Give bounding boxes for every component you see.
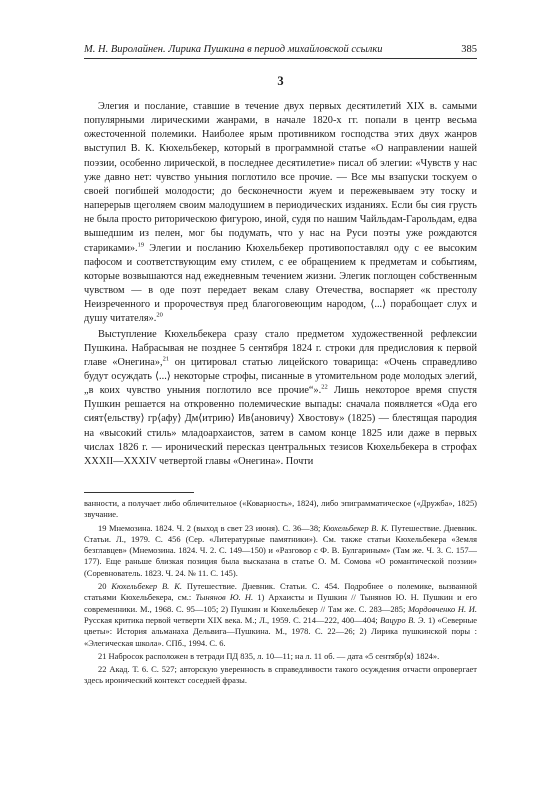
footnotes xyxy=(84,498,477,687)
section-number: 3 xyxy=(277,74,284,88)
running-title: М. Н. Виролайнен. Лирика Пушкина в период михайловской ссылки xyxy=(84,44,383,55)
footnote-ref-20[interactable]: 20 xyxy=(156,311,163,319)
footnote-ref-21[interactable]: 21 xyxy=(162,355,170,363)
footnote-ref-19[interactable]: 19 xyxy=(137,241,145,249)
footnote-22: 22 Акад. Т. 6. С. 527; авторскую уверенность в справедливости такого осуждения отчасти опровергает здесь иронический контекст соседней фразы. xyxy=(84,664,477,686)
paragraph-1: Элегия и послание, ставшие в течение двух первых десятилетий XIX в. самыми популярными лирическими жанрами, в начале 1820-х гг. попали в центр весьма ожесточенной полемики. Наиболее ярым противником господства этих двух жанров выступил В. К. Кюхельбекер, который в программной статье «О направлении нашей поэзии, особенно лирической, в последнее десятилетие» писал об элегии: «Чувств у нас уже давно нет: чувство уныния поглотило все прочие. — Все мы взапуски тоскуем о своей погибшей молодости; до бесконечности жуем и пережевываем эту тоску и наперерыв щеголяем своим малодушием в периодических изданиях. Если бы сия грусть не была просто риторическою фигурою, иной, судя по нашим Чайльдам-Гарольдам, едва вышедшим из пелен, мог бы подумать, что у нас на Руси поэты уже рождаются стариками».$^{19}$ Элегии и посланию Кюхельбекер противопоставлял оду с ее высоким пафосом и соответствующим ему стилем, с ее обращением к предметам и событиям, которые возвышаются над ежедневным течением жизни. Элегик поглощен собственным чувством — в оде поэт передает векам славу Отечества, воспаряет «к престолу Неизреченного и пророчествуя пред благоговеющим народом, ⟨...⟩ порабощает слух и душу читателя».$^{20}$ xyxy=(84,101,477,325)
main-text xyxy=(84,100,477,469)
footnote-19: 19 Мнемозина. 1824. Ч. 2 (выход в свет 23 июня). С. 36—38; Кюхельбекер В. К. Путешествие. Дневник. Статьи. Л., 1979. С. 456 (Сер. «Литературные памятники»). См. также статьи Кюхельбекера «Земля безглавцев» (Мнемозина. 1824. Ч. 2. С. 149—150) и «Разговор с Ф. В. Булгариным» (Там же. Ч. 3. С. 157—177). Еще раньше близкая позиция была высказана в статье О. М. Сомова «О романтической поэзии» (Соревнователь. 1823. Ч. 24. № 11. С. 145). xyxy=(84,522,478,578)
footnote-ref-22[interactable]: 22 xyxy=(321,383,328,391)
footnote-20: 20 Кюхельбекер В. К. Путешествие. Дневник. Статьи. С. 454. Подробнее о полемике, вызванной статьями Кюхельбекера, см.: Тынянов Ю. Н. 1) Архаисты и Пушкин // Тынянов Ю. Н. Пушкин и его современники. М., 1968. С. 95—105; 2) Пушкин и Кюхельбекер // Там же. С. 283—285; Мордовченко Н. И. Русская критика первой четверти XIX века. М.; Л., 1959. С. 214—222, 400—404; Вацуро В. Э. 1) «Северные цветы»: История альманаха Дельвига—Пушкина. М., 1978. С. 22—26; 2) Лирика пушкинской поры : «Элегическая школа». СПб., 1994. С. 6. xyxy=(84,581,478,648)
page-number: 385 xyxy=(461,44,477,55)
running-header xyxy=(84,36,477,59)
paragraph-2: Выступление Кюхельбекера сразу стало предметом художественной рефлексии Пушкина. Набрасывая не позднее 5 сентября 1824 г. строки для предисловия к первой главе «Онегина»,$^{21}$ он цитировал статью лицейского товарища: «Очень справедливо будут осуждать ⟨...⟩ некоторые строфы, писанные в утомительном роде молодых элегий, „в коих чувство уныния поглотило все прочие“».$^{22}$ Лишь некоторое время спустя Пушкин решается на откровенно полемические выпады: сначала появляется «Ода его сият⟨ельству⟩ гр⟨афу⟩ Дм⟨итрию⟩ Ив⟨ановичу⟩ Хвостову» (1825) — блестящая пародия на «высокий стиль» младоархаистов, затем в самом конце 1825 или даже в первых числах 1826 г. — иронический пересказ центральных тезисов Кюхельбекера в строфах XXXII—XXXIV четвертой главы «Онегина». Почти xyxy=(84,328,477,467)
footnote-divider xyxy=(84,492,194,493)
footnote-continuation: ванности, а получает либо обличительное («Коварность», 1824), либо эпиграмматическое («Дружба», 1825) звучание. xyxy=(84,498,477,520)
footnote-21: 21 Набросок расположен в тетради ПД 835, л. 10—11; на л. 11 об. — дата «5 сентябр⟨я⟩ 1824». xyxy=(98,650,440,661)
